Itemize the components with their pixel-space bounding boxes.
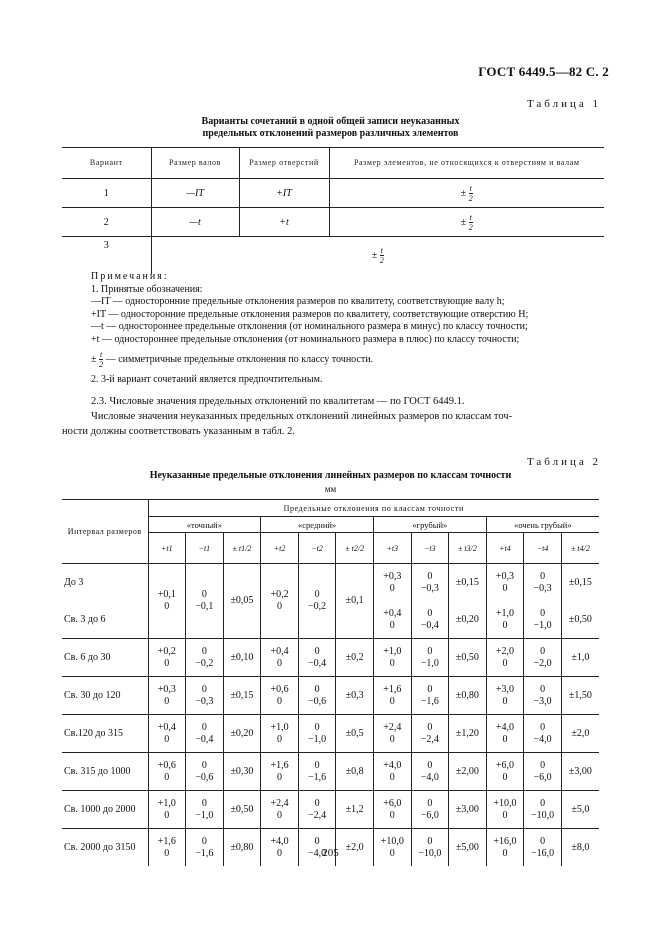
t2-cell: 0 −2,0 [524,639,562,677]
t2-cell: 0 −1,6 [411,677,449,715]
t2-cell: +0,3 0 [373,564,411,602]
t2-cell: 0 −6,0 [524,753,562,791]
t2-cell: ±0,10 [223,639,261,677]
note-1: 1. Принятые обозначения: [91,283,203,295]
t2-subheader: ± t1/2 [223,533,261,564]
t2-cell: ±0,15 [449,564,487,602]
table2-label: Таблица 2 [526,456,601,468]
table-row [62,791,599,829]
t2-cell: 0 −10,0 [411,829,449,867]
table1-caption-line1: Варианты сочетаний в одной общей записи неуказанных [201,116,460,127]
t2-subheader: ± t4/2 [561,533,599,564]
t2-cell: ±1,2 [336,791,374,829]
t2-cell: ±0,2 [336,639,374,677]
t2-cell: ±3,00 [449,791,487,829]
t2-row-label: Св. 30 до 120 [64,689,121,701]
t2-subheader: +t3 [373,533,411,564]
t2-row-label: Св. 6 до 30 [64,651,111,663]
t2-cell: +0,3 0 [486,564,524,602]
t2-row-label: Св.120 до 315 [64,727,123,739]
fraction-num: t [380,246,383,255]
t2-cell: +0,6 0 [148,753,186,791]
t2-header-interval: Интервал размеров [62,500,148,564]
t1-row [62,237,604,275]
t2-cell: ±0,80 [223,829,261,867]
fraction-num: t [100,350,103,359]
t2-subheader: −t2 [298,533,336,564]
t2-cell: 0 −0,1 [186,564,224,639]
t1-variant: 2 [103,216,109,228]
table1-label: Таблица 1 [526,98,601,110]
t1-sign: ± [460,216,467,228]
t2-cell: +0,2 0 [148,639,186,677]
paragraph-numeric-1: Числовые значения неуказанных предельных отклонений линейных размеров по классам точ- [91,411,513,422]
t1-variant: 1 [103,187,109,199]
t2-subheader: ± t2/2 [336,533,374,564]
t2-cell: 0 −0,3 [411,564,449,602]
t2-header-group: Предельные отклонения по классам точности [148,500,599,517]
t1-merged [151,237,604,275]
t2-cell: +10,0 0 [486,791,524,829]
t2-cell: ±0,50 [449,639,487,677]
t2-cell: +2,4 0 [373,715,411,753]
t2-cell: 0 −6,0 [411,791,449,829]
table-row [62,639,599,677]
t2-cell: ±3,00 [561,753,599,791]
t2-subheader: ± t3/2 [449,533,487,564]
t2-subheader: −t4 [524,533,562,564]
t2-cell: ±0,50 [561,601,599,639]
t2-cell: 0 −3,0 [524,677,562,715]
t2-subheader: +t1 [148,533,186,564]
t2-cell: ±0,1 [336,564,374,639]
table-row [62,715,599,753]
t2-cell: ±0,05 [223,564,261,639]
t1-hole: +t [239,208,329,237]
note-line-symmetric [91,350,528,369]
t1-other [329,179,604,208]
t2-cell: +4,0 0 [261,829,299,867]
t2-cell: 0 −0,4 [298,639,336,677]
t2-cell: +2,4 0 [261,791,299,829]
t2-cell: ±0,15 [223,677,261,715]
t2-cell: +1,0 0 [486,601,524,639]
fraction-den: 2 [468,222,473,232]
t2-row-label: До 3 [64,576,84,588]
fraction [469,213,473,232]
t2-cell: +4,0 0 [373,753,411,791]
t2-cell: 0 −1,0 [186,791,224,829]
table-row [62,564,599,602]
table1 [62,147,604,274]
t2-cell: +0,4 0 [148,715,186,753]
t2-cell: +1,6 0 [261,753,299,791]
t2-cell: 0 −10,0 [524,791,562,829]
t2-subheader: −t1 [186,533,224,564]
t2-subheader: +t2 [261,533,299,564]
t1-header-shaft: Размер валов [151,148,239,179]
t2-cell: +1,6 0 [148,829,186,867]
t2-cell: +0,1 0 [148,564,186,639]
t2-cell: ±0,8 [336,753,374,791]
t2-cell: ±0,3 [336,677,374,715]
note-line: —t — одностороннее предельные отклонения (от номинального размера в минус) по классу точности; [91,321,528,332]
t2-cell: +0,4 0 [261,639,299,677]
t2-cell: 0 −0,6 [186,753,224,791]
t2-cell: ±0,20 [223,715,261,753]
t2-cell: +10,0 0 [373,829,411,867]
t2-cell: 0 −2,4 [411,715,449,753]
t2-cell: 0 −4,0 [524,715,562,753]
note-text: — симметричные предельные отклонения по классу точности. [105,353,374,365]
t2-cell: ±5,00 [449,829,487,867]
t2-cell: ±8,0 [561,829,599,867]
paragraph-2-3: 2.3. Числовые значения предельных отклонений по квалитетам — по ГОСТ 6449.1. [91,396,465,407]
t2-cell: 0 −2,4 [298,791,336,829]
t2-cell: ±1,0 [561,639,599,677]
t2-cell: +1,6 0 [373,677,411,715]
t2-cell: +0,2 0 [261,564,299,639]
fraction-den: 2 [99,360,104,369]
t1-header-other: Размер элементов, не относящихся к отверстиям и валам [329,148,604,179]
fraction-den: 2 [468,193,473,203]
t2-cell: 0 −0,3 [186,677,224,715]
note-line: +t — одностороннее предельные отклонения (от номинального размера в плюс) по классу точности; [91,333,520,345]
t2-row-label: Св. 1000 до 2000 [64,803,136,815]
t2-cell: ±0,5 [336,715,374,753]
document-header: ГОСТ 6449.5—82 С. 2 [478,64,609,79]
t2-cell: 0 −1,0 [524,601,562,639]
t2-class-medium: «средний» [261,517,374,533]
paragraph-numeric-2: ности должны соответствовать указанным в табл. 2. [62,426,295,437]
table2-caption: Неуказанные предельные отклонения линейных размеров по классам точности [149,470,512,481]
t1-sign: ± [371,249,378,261]
t2-subheader: +t4 [486,533,524,564]
t2-cell: ±1,20 [449,715,487,753]
t2-cell: 0 −0,6 [298,677,336,715]
t2-class-precise: «точный» [148,517,261,533]
note-2: 2. 3-й вариант сочетаний является предпочтительным. [91,374,323,385]
t2-cell: +2,0 0 [486,639,524,677]
t2-row-label: Св. 2000 до 3150 [64,841,136,853]
t2-cell: 0 −16,0 [524,829,562,867]
table2 [62,499,599,866]
t2-cell: +0,3 0 [148,677,186,715]
fraction-num: t [469,212,472,222]
t2-cell: 0 −1,0 [411,639,449,677]
t2-cell: 0 −0,4 [411,601,449,639]
t2-cell: +6,0 0 [373,791,411,829]
fraction-num: t [469,183,472,193]
note-line: +IT — односторонние предельные отклонения размеров по квалитету, соответствующие отверстию H; [91,308,529,320]
t2-cell: +1,0 0 [261,715,299,753]
t2-cell: +16,0 0 [486,829,524,867]
table1-caption-line2: предельных отклонений размеров различных элементов [202,128,459,139]
table1-caption [0,116,661,140]
t2-cell: +0,4 0 [373,601,411,639]
t1-row [62,179,604,208]
t1-shaft: —t [151,208,239,237]
t2-class-coarse: «грубый» [373,517,486,533]
t2-cell: ±0,20 [449,601,487,639]
fraction [99,350,103,369]
t1-hole: +IT [239,179,329,208]
t2-cell: +6,0 0 [486,753,524,791]
t2-cell: ±0,30 [223,753,261,791]
fraction-den: 2 [379,256,384,265]
t2-cell: ±2,0 [336,829,374,867]
notes-block [91,271,528,387]
table2-units: мм [324,484,337,494]
note-line: —IT — односторонние предельные отклонения размеров по квалитету, соответствующие валу h; [91,296,505,307]
t2-row-label: Св. 3 до 6 [64,613,106,625]
t2-cell: ±2,0 [561,715,599,753]
t2-cell: +4,0 0 [486,715,524,753]
t2-cell: 0 −0,3 [524,564,562,602]
fraction [469,184,473,203]
t1-row [62,208,604,237]
t2-cell: +0,6 0 [261,677,299,715]
table-row [62,677,599,715]
t2-cell: 0 −4,0 [411,753,449,791]
t2-cell: ±0,50 [223,791,261,829]
t2-row-label: Св. 315 до 1000 [64,765,131,777]
t2-cell: 0 −0,2 [298,564,336,639]
t2-cell: ±5,0 [561,791,599,829]
t2-cell: ±0,15 [561,564,599,602]
t2-cell: 0 −1,6 [186,829,224,867]
t2-cell: 0 −1,0 [298,715,336,753]
t2-cell: +3,0 0 [486,677,524,715]
t2-subheader: −t3 [411,533,449,564]
t1-sign: ± [460,187,467,199]
t2-cell: 0 −0,4 [186,715,224,753]
t1-other [329,208,604,237]
t2-cell: ±1,50 [561,677,599,715]
t2-cell: ±2,00 [449,753,487,791]
t1-header-variant: Вариант [89,158,123,167]
page-number: 205 [322,847,339,859]
t2-cell: 0 −1,6 [298,753,336,791]
table-row [62,753,599,791]
t1-variant: 3 [103,240,109,251]
t2-cell: 0 −4,0 [298,829,336,867]
notes-heading: Примечания: [91,271,169,282]
t2-cell: ±0,80 [449,677,487,715]
t2-cell: 0 −0,2 [186,639,224,677]
t1-shaft: —IT [151,179,239,208]
t1-header-hole: Размер отверстий [239,148,329,179]
t2-cell: +1,0 0 [148,791,186,829]
t2-class-very-coarse: «очень грубый» [486,517,599,533]
fraction [380,246,384,265]
t2-cell: +1,0 0 [373,639,411,677]
note-sign: ± [91,353,97,365]
